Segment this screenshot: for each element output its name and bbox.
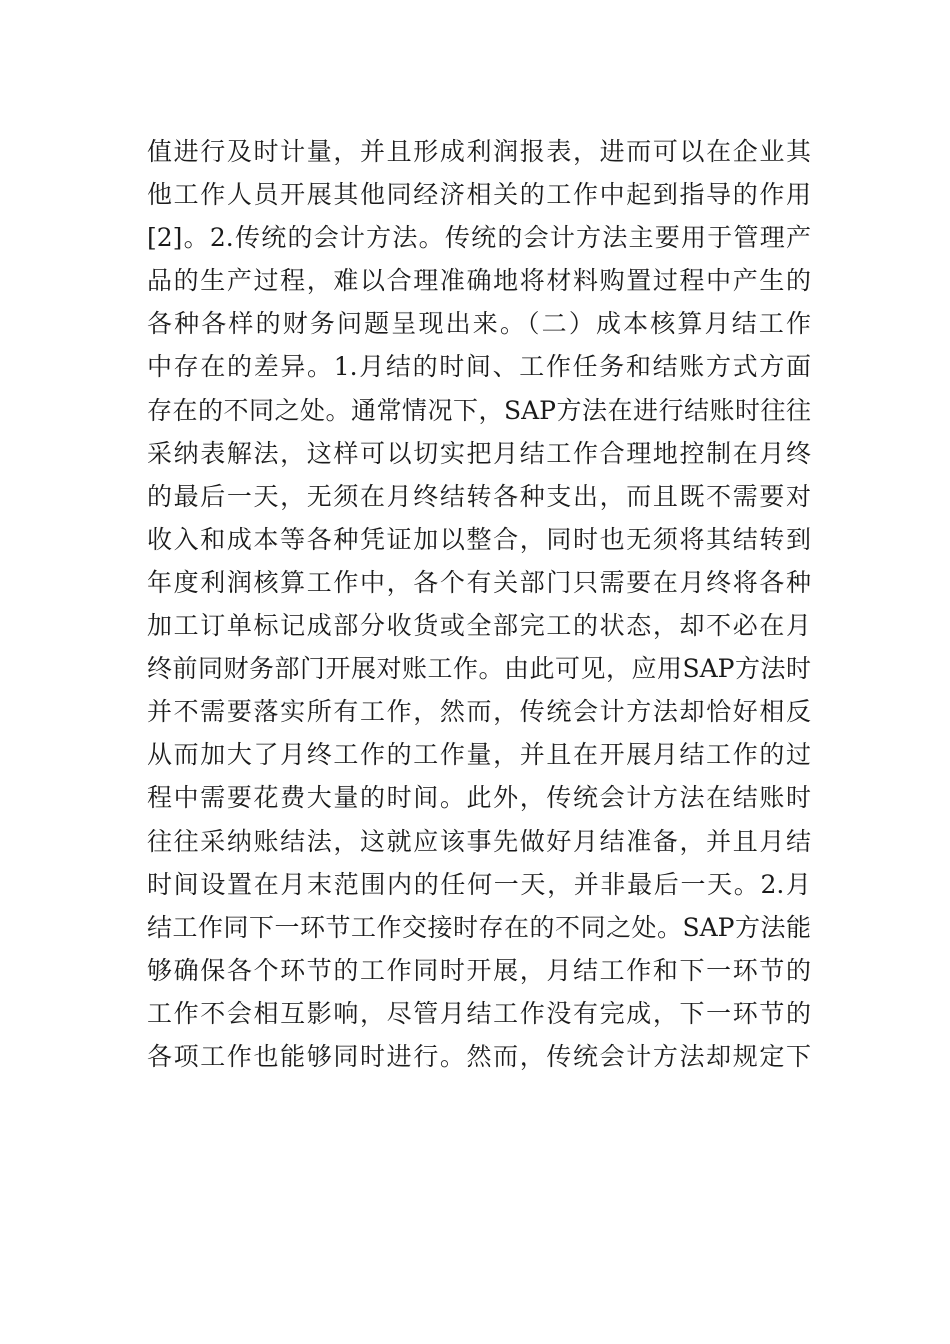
- text-line: 中存在的差异。1.月结的时间、工作任务和结账方式方面: [147, 352, 811, 382]
- text-line: 往往采纳账结法，这就应该事先做好月结准备，并且月结: [147, 826, 811, 856]
- text-line: 加工订单标记成部分收货或全部完工的状态，却不必在月: [147, 611, 811, 641]
- text-line: 程中需要花费大量的时间。此外，传统会计方法在结账时: [147, 783, 811, 813]
- text-line: 从而加大了月终工作的工作量，并且在开展月结工作的过: [147, 740, 811, 770]
- text-line: 品的生产过程，难以合理准确地将材料购置过程中产生的: [147, 266, 811, 296]
- text-line: 时间设置在月末范围内的任何一天，并非最后一天。2.月: [147, 869, 811, 899]
- text-line: 工作不会相互影响，尽管月结工作没有完成，下一环节的: [147, 998, 811, 1028]
- text-line: 够确保各个环节的工作同时开展，月结工作和下一环节的: [147, 955, 811, 985]
- text-line: 并不需要落实所有工作，然而，传统会计方法却恰好相反: [147, 697, 811, 727]
- text-line: 各项工作也能够同时进行。然而，传统会计方法却规定下: [147, 1041, 811, 1071]
- body-text: [147, 130, 811, 1078]
- text-line: 收入和成本等各种凭证加以整合，同时也无须将其结转到: [147, 524, 811, 554]
- text-line: 他工作人员开展其他同经济相关的工作中起到指导的作用: [147, 180, 811, 210]
- text-line: 年度利润核算工作中，各个有关部门只需要在月终将各种: [147, 567, 811, 597]
- text-line: 终前同财务部门开展对账工作。由此可见，应用SAP方法时: [147, 654, 811, 684]
- text-line: 值进行及时计量，并且形成利润报表，进而可以在企业其: [147, 137, 811, 166]
- text-line: 各种各样的财务问题呈现出来。（二）成本核算月结工作: [147, 309, 811, 339]
- text-line: [2]。2.传统的会计方法。传统的会计方法主要用于管理产: [147, 223, 811, 253]
- text-line: 存在的不同之处。通常情况下，SAP方法在进行结账时往往: [147, 395, 811, 425]
- text-line: 采纳表解法，这样可以切实把月结工作合理地控制在月终: [147, 438, 811, 468]
- text-line: 的最后一天，无须在月终结转各种支出，而且既不需要对: [147, 481, 811, 511]
- text-line: 结工作同下一环节工作交接时存在的不同之处。SAP方法能: [147, 912, 811, 942]
